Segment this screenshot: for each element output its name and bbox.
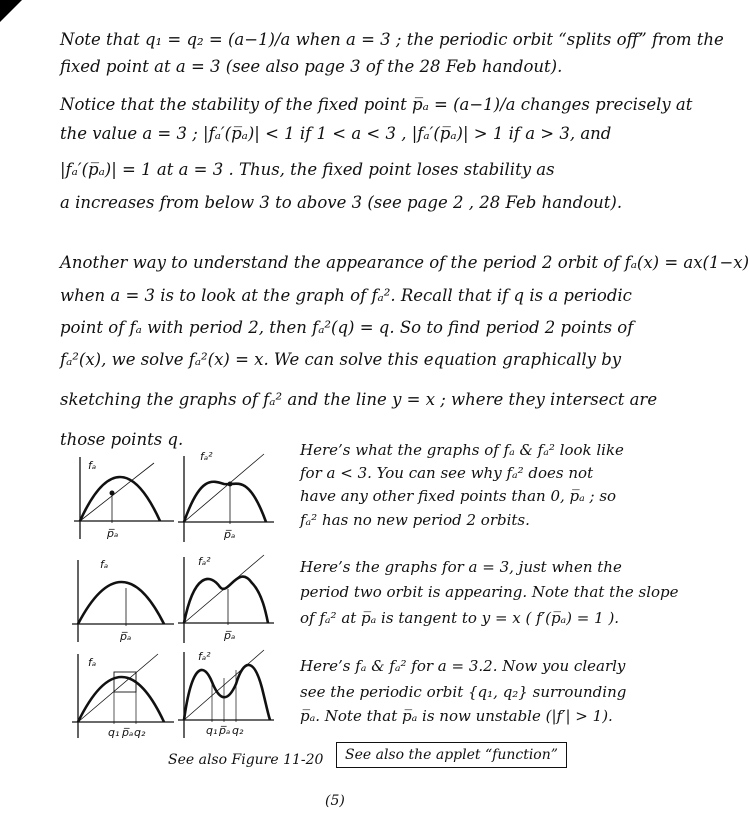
text-line: sketching the graphs of fₐ² and the line y = x ; where they intersect are — [60, 390, 658, 409]
note-line: Here’s what the graphs of fₐ & fₐ² look like — [300, 441, 624, 459]
text-line: fₐ²(x), we solve fₐ²(x) = x. We can solve this equation graphically by — [60, 350, 622, 369]
graph-label: p̅ₐ — [107, 527, 119, 540]
page-number: (5) — [325, 793, 345, 809]
text-line: |fₐ′(p̅ₐ)| = 1 at a = 3 . Thus, the fixed point loses stability as — [60, 160, 555, 179]
note-line: Here’s the graphs for a = 3, just when the — [300, 558, 622, 576]
note-line: Here’s fₐ & fₐ² for a = 3.2. Now you clearly — [300, 657, 626, 675]
graph-label: fₐ² — [200, 450, 213, 463]
graph-label: p̅ₐ — [224, 629, 236, 642]
text-line: Notice that the stability of the fixed point p̅ₐ = (a−1)/a changes precisely at — [60, 95, 693, 114]
graph-label: p̅ₐ — [122, 726, 134, 739]
note-line: of fₐ² at p̅ₐ is tangent to y = x ( f′(p̅ₐ) = 1 ). — [300, 609, 620, 627]
graph-fa-a-equals-3 — [68, 558, 178, 648]
text-line: fixed point at a = 3 (see also page 3 of the 28 Feb handout). — [60, 57, 563, 76]
graph-label: fₐ² — [198, 650, 211, 663]
see-also-applet-box: See also the applet “function” — [336, 742, 567, 768]
graph-label: q₁ — [206, 724, 218, 737]
text-line: Note that q₁ = q₂ = (a−1)/a when a = 3 ; the periodic orbit “splits off” from the — [60, 30, 724, 49]
note-line: fₐ² has no new period 2 orbits. — [300, 511, 530, 529]
graph-fa-a-3-2 — [68, 652, 178, 742]
graph-fa2-a-below-3 — [178, 452, 278, 547]
graph-fa2-a-3-2 — [178, 648, 278, 743]
note-line: p̅ₐ. Note that p̅ₐ is now unstable (|f′| > 1). — [300, 707, 613, 725]
graph-fa2-a-equals-3 — [178, 553, 278, 648]
graph-label: q₂ — [232, 724, 244, 737]
note-line: for a < 3. You can see why fₐ² does not — [300, 464, 594, 482]
note-line: period two orbit is appearing. Note that the slope — [300, 583, 679, 601]
graph-label: p̅ₐ — [120, 630, 132, 643]
graph-label: p̅ₐ — [219, 724, 231, 737]
graph-label: fₐ — [88, 459, 97, 472]
graph-label: q₁ — [108, 726, 120, 739]
graph-fa-a-below-3 — [68, 455, 178, 545]
text-line: Another way to understand the appearance of the period 2 orbit of fₐ(x) = ax(1−x) — [60, 253, 749, 272]
graph-label: p̅ₐ — [224, 528, 236, 541]
see-also-figure: See also Figure 11-20 — [168, 752, 324, 768]
graph-label: fₐ — [88, 656, 97, 669]
note-line: have any other fixed points than 0, p̅ₐ ; so — [300, 487, 617, 505]
note-line: see the periodic orbit {q₁, q₂} surrounding — [300, 683, 627, 701]
page-corner-mark — [0, 0, 22, 22]
text-line: the value a = 3 ; |fₐ′(p̅ₐ)| < 1 if 1 < a < 3 , |fₐ′(p̅ₐ)| > 1 if a > 3, and — [60, 124, 612, 143]
text-line: point of fₐ with period 2, then fₐ²(q) = q. So to find period 2 points of — [60, 318, 634, 337]
graph-label: q₂ — [134, 726, 146, 739]
text-line: those points q. — [60, 430, 184, 449]
graph-label: fₐ² — [198, 555, 211, 568]
graph-label: fₐ — [100, 558, 109, 571]
text-line: when a = 3 is to look at the graph of fₐ². Recall that if q is a periodic — [60, 286, 632, 305]
text-line: a increases from below 3 to above 3 (see page 2 , 28 Feb handout). — [60, 193, 623, 212]
